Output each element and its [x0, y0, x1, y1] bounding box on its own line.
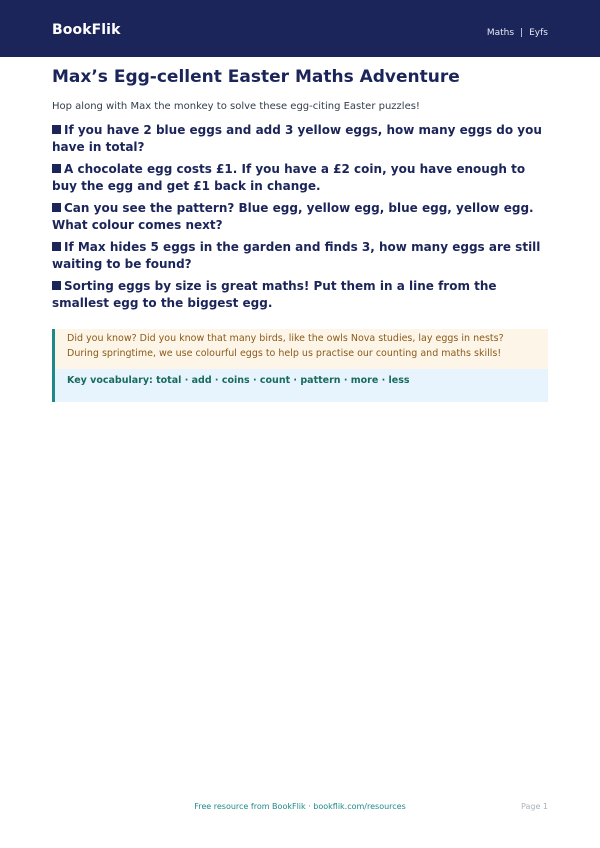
square-bullet-icon — [52, 125, 61, 134]
brand-logo[interactable]: BookFlik — [52, 22, 121, 38]
page-footer — [0, 802, 600, 816]
question-text: A chocolate egg costs £1. If you have a £2 coin, you have enough to buy the egg and get £1 back in change. — [52, 162, 526, 193]
info-callout — [52, 329, 548, 402]
question-text: Sorting eggs by size is great maths! Put them in a line from the smallest egg to the biggest egg. — [52, 279, 497, 310]
intro-text: Hop along with Max the monkey to solve these egg-citing Easter puzzles! — [52, 101, 420, 112]
page-number: Page 1 — [521, 802, 548, 811]
site-header — [0, 0, 600, 57]
square-bullet-icon — [52, 281, 61, 290]
square-bullet-icon — [52, 203, 61, 212]
header-meta — [487, 28, 548, 38]
footer-credit-link[interactable]: Free resource from BookFlik · bookflik.com/resources — [194, 802, 406, 811]
question-list — [52, 122, 548, 312]
vocabulary-text: Key vocabulary: total · add · coins · count · pattern · more · less — [67, 375, 410, 386]
square-bullet-icon — [52, 164, 61, 173]
question-item — [52, 278, 548, 312]
worksheet-content — [52, 66, 548, 402]
vocabulary-box — [55, 369, 548, 402]
subject-label: Maths — [486, 28, 515, 38]
question-item — [52, 239, 548, 273]
question-item — [52, 122, 548, 156]
level-label: Eyfs — [529, 28, 548, 38]
separator: | — [520, 28, 524, 38]
question-text: If you have 2 blue eggs and add 3 yellow eggs, how many eggs do you have in total? — [52, 123, 542, 154]
square-bullet-icon — [52, 242, 61, 251]
question-text: Can you see the pattern? Blue egg, yellow egg, blue egg, yellow egg. What colour comes next? — [52, 201, 534, 232]
did-you-know-box — [55, 329, 548, 369]
question-item — [52, 200, 548, 234]
page-title: Max’s Egg-cellent Easter Maths Adventure — [52, 67, 460, 87]
question-item — [52, 161, 548, 195]
question-text: If Max hides 5 eggs in the garden and finds 3, how many eggs are still waiting to be found? — [52, 240, 541, 271]
did-you-know-text: Did you know? Did you know that many birds, like the owls Nova studies, lay eggs in nests? During springtime, we use colourful eggs to help us practise our counting and maths skills! — [67, 333, 504, 359]
